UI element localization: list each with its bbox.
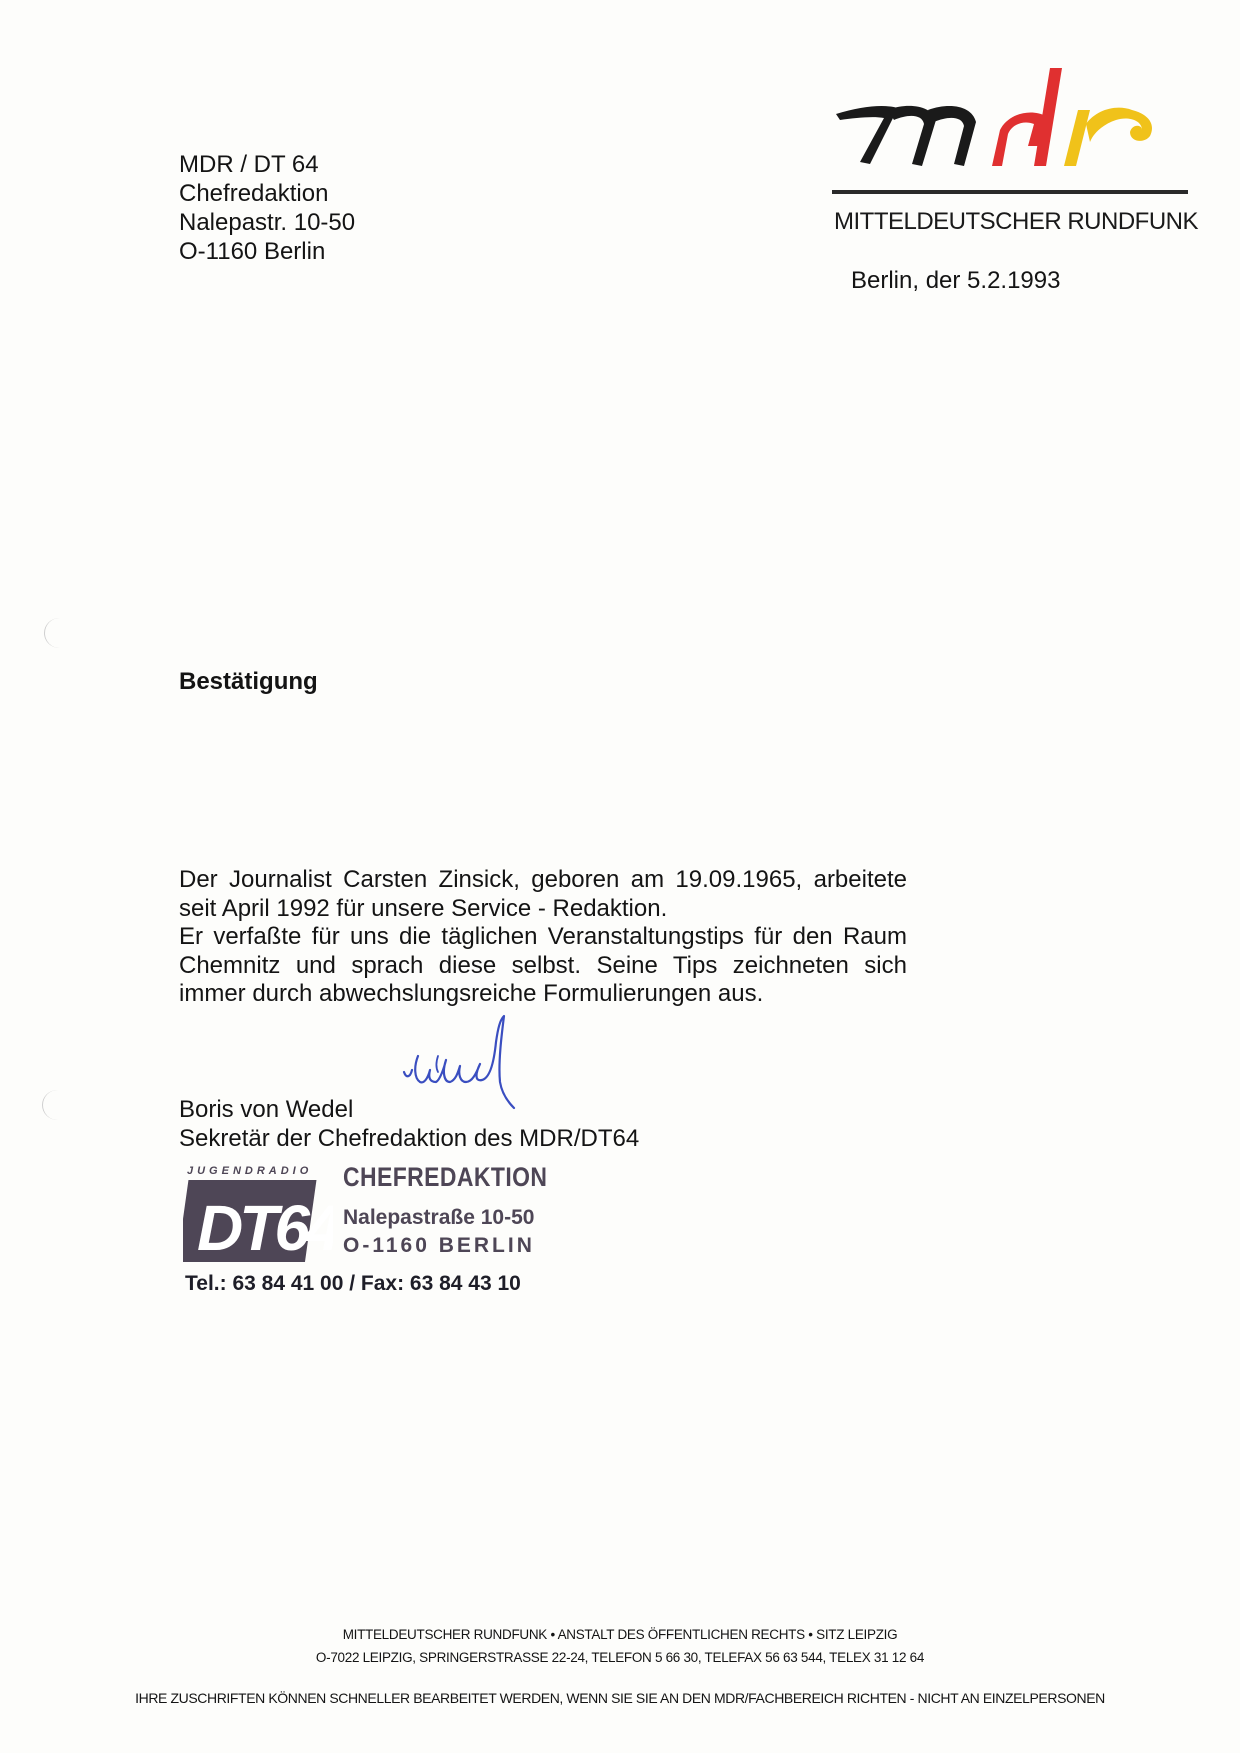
stamp-city: O-1160 BERLIN (343, 1234, 535, 1257)
letter-subject: Bestätigung (179, 668, 318, 695)
footer-line-2: O-7022 LEIPZIG, SPRINGERSTRASSE 22-24, TELEFON 5 66 30, TELEFAX 56 63 544, TELEX 31 12 64 (315, 1650, 925, 1665)
sender-line-3: Nalepastr. 10-50 (179, 209, 356, 236)
stamp-phone-fax: Tel.: 63 84 41 00 / Fax: 63 84 43 10 (185, 1272, 521, 1295)
stamp-street: Nalepastraße 10-50 (343, 1206, 535, 1229)
signer-block (179, 1095, 639, 1153)
letter-date: Berlin, der 5.2.1993 (851, 267, 1061, 294)
stamp-heading: CHEFREDAKTION (343, 1162, 548, 1192)
punch-hole-mark (42, 1090, 73, 1120)
footer-line-1: MITTELDEUTSCHER RUNDFUNK • ANSTALT DES ÖFFENTLICHEN RECHTS • SITZ LEIPZIG (342, 1627, 898, 1642)
dt64-stamp-logo (183, 1162, 333, 1266)
sender-address (179, 150, 355, 266)
svg-text:DT64: DT64 (197, 1192, 333, 1264)
sender-line-1: MDR / DT 64 (179, 151, 319, 178)
footer-notice: IHRE ZUSCHRIFTEN KÖNNEN SCHNELLER BEARBEITET WERDEN, WENN SIE SIE AN DEN MDR/FACHBEREICH RICHTEN - NICHT AN EINZELPERSONEN (135, 1690, 1105, 1706)
body-paragraph-2: Er verfaßte für uns die täglichen Veranstaltungstips für den Raum Chemnitz und sprach diese selbst. Seine Tips zeichneten sich immer durch abwechslungsreiche Formulierungen aus. (179, 923, 907, 1007)
letter-body (179, 866, 907, 1009)
svg-text:JUGENDRADIO: JUGENDRADIO (187, 1165, 313, 1177)
logo-subtitle: MITTELDEUTSCHER RUNDFUNK (834, 208, 1199, 235)
mdr-logo (832, 62, 1192, 200)
sender-line-4: O-1160 Berlin (179, 238, 326, 265)
punch-hole-mark (44, 618, 75, 648)
office-stamp (183, 1162, 563, 1302)
body-paragraph-1: Der Journalist Carsten Zinsick, geboren am 19.09.1965, arbeitete seit April 1992 für unsere Service - Redaktion. (179, 866, 907, 922)
signer-title: Sekretär der Chefredaktion des MDR/DT64 (179, 1125, 640, 1152)
signer-name: Boris von Wedel (179, 1096, 354, 1123)
sender-line-2: Chefredaktion (179, 180, 329, 207)
